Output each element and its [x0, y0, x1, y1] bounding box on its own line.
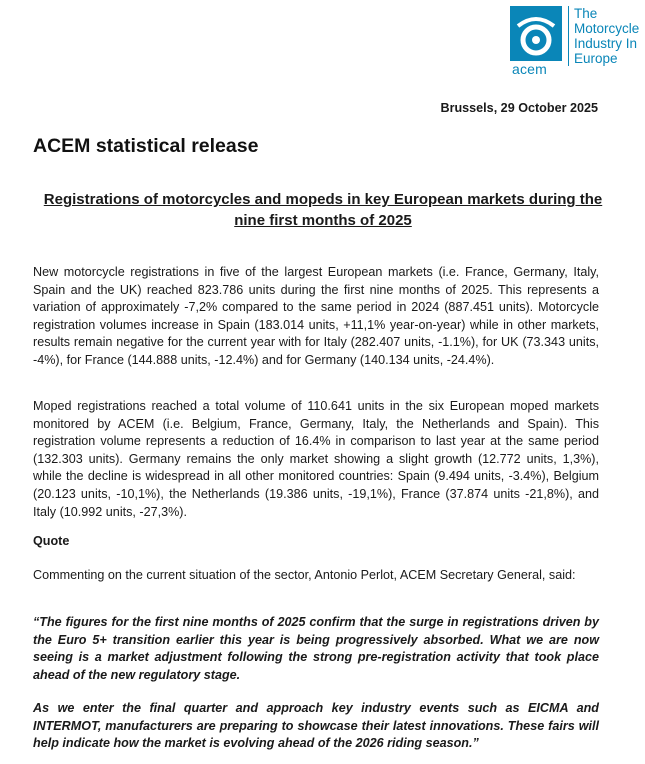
- acem-tagline: [568, 6, 639, 66]
- moped-paragraph: Moped registrations reached a total volume of 110.641 units in the six European moped markets monitored by ACEM (i.e. Belgium, France, Germany, Italy, the Netherlands and Spain). This registration volume represents a reduction of 16.4% in comparison to last year at the same period (132.303 units). Germany remains the only market showing a slight growth (12.772 units, 1,3%), while the decline is widespread in all other monitored countries: Spain (9.494 units, -3.4%), Belgium (20.123 units, -10,1%), the Netherlands (19.386 units, -19,1%), France (37.874 units -21,8%), and Italy (10.992 units, -27,3%).: [33, 399, 599, 519]
- motorcycle-paragraph: New motorcycle registrations in five of the largest European markets (i.e. France, Germany, Italy, Spain and the UK) reached 823.786 units during the first nine months of 2025. This represents a variation of approximately -7,2% compared to the same period in 2024 (887.451 units). Motorcycle registration volumes increase in Spain (183.014 units, +11,1% year-on-year) while in other markets, results remain negative for the current year with for Italy (282.407 units, -1.1%), for UK (73.343 units, -4%), for France (144.888 units, -12.4%) and for Germany (140.134 units, -24.4%).: [33, 265, 599, 367]
- acem-logo-mark: [510, 6, 562, 61]
- release-title: ACEM statistical release: [33, 135, 259, 157]
- tagline-line: The: [574, 6, 598, 21]
- tagline-line: Industry In: [574, 36, 638, 51]
- quote-heading: Quote: [33, 534, 70, 548]
- acem-wordmark: acem: [512, 61, 548, 77]
- quote-paragraph: “The figures for the first nine months of 2025 confirm that the surge in registrations driven by the Euro 5+ transition earlier this year is being progressively absorbed. What we are now seeing is a market adjustment following the strong pre-registration activity that took place ahead of the new regulatory stage.: [33, 615, 599, 682]
- release-date: Brussels, 29 October 2025: [440, 101, 598, 115]
- acem-logo-icon: [510, 6, 562, 61]
- quote-paragraph: As we enter the final quarter and approach key industry events such as EICMA and INTERMOT, manufacturers are preparing to showcase their latest innovations. These fairs will help indicate how the market is evolving ahead of the 2026 riding season.”: [33, 701, 599, 751]
- quote-intro: Commenting on the current situation of the sector, Antonio Perlot, ACEM Secretary General, said:: [33, 568, 576, 582]
- release-subtitle: Registrations of motorcycles and mopeds in key European markets during the nine first months of 2025: [43, 191, 603, 229]
- tagline-line: Europe: [574, 51, 618, 66]
- tagline-line: Motorcycle: [574, 21, 640, 36]
- acem-logo: [510, 6, 640, 78]
